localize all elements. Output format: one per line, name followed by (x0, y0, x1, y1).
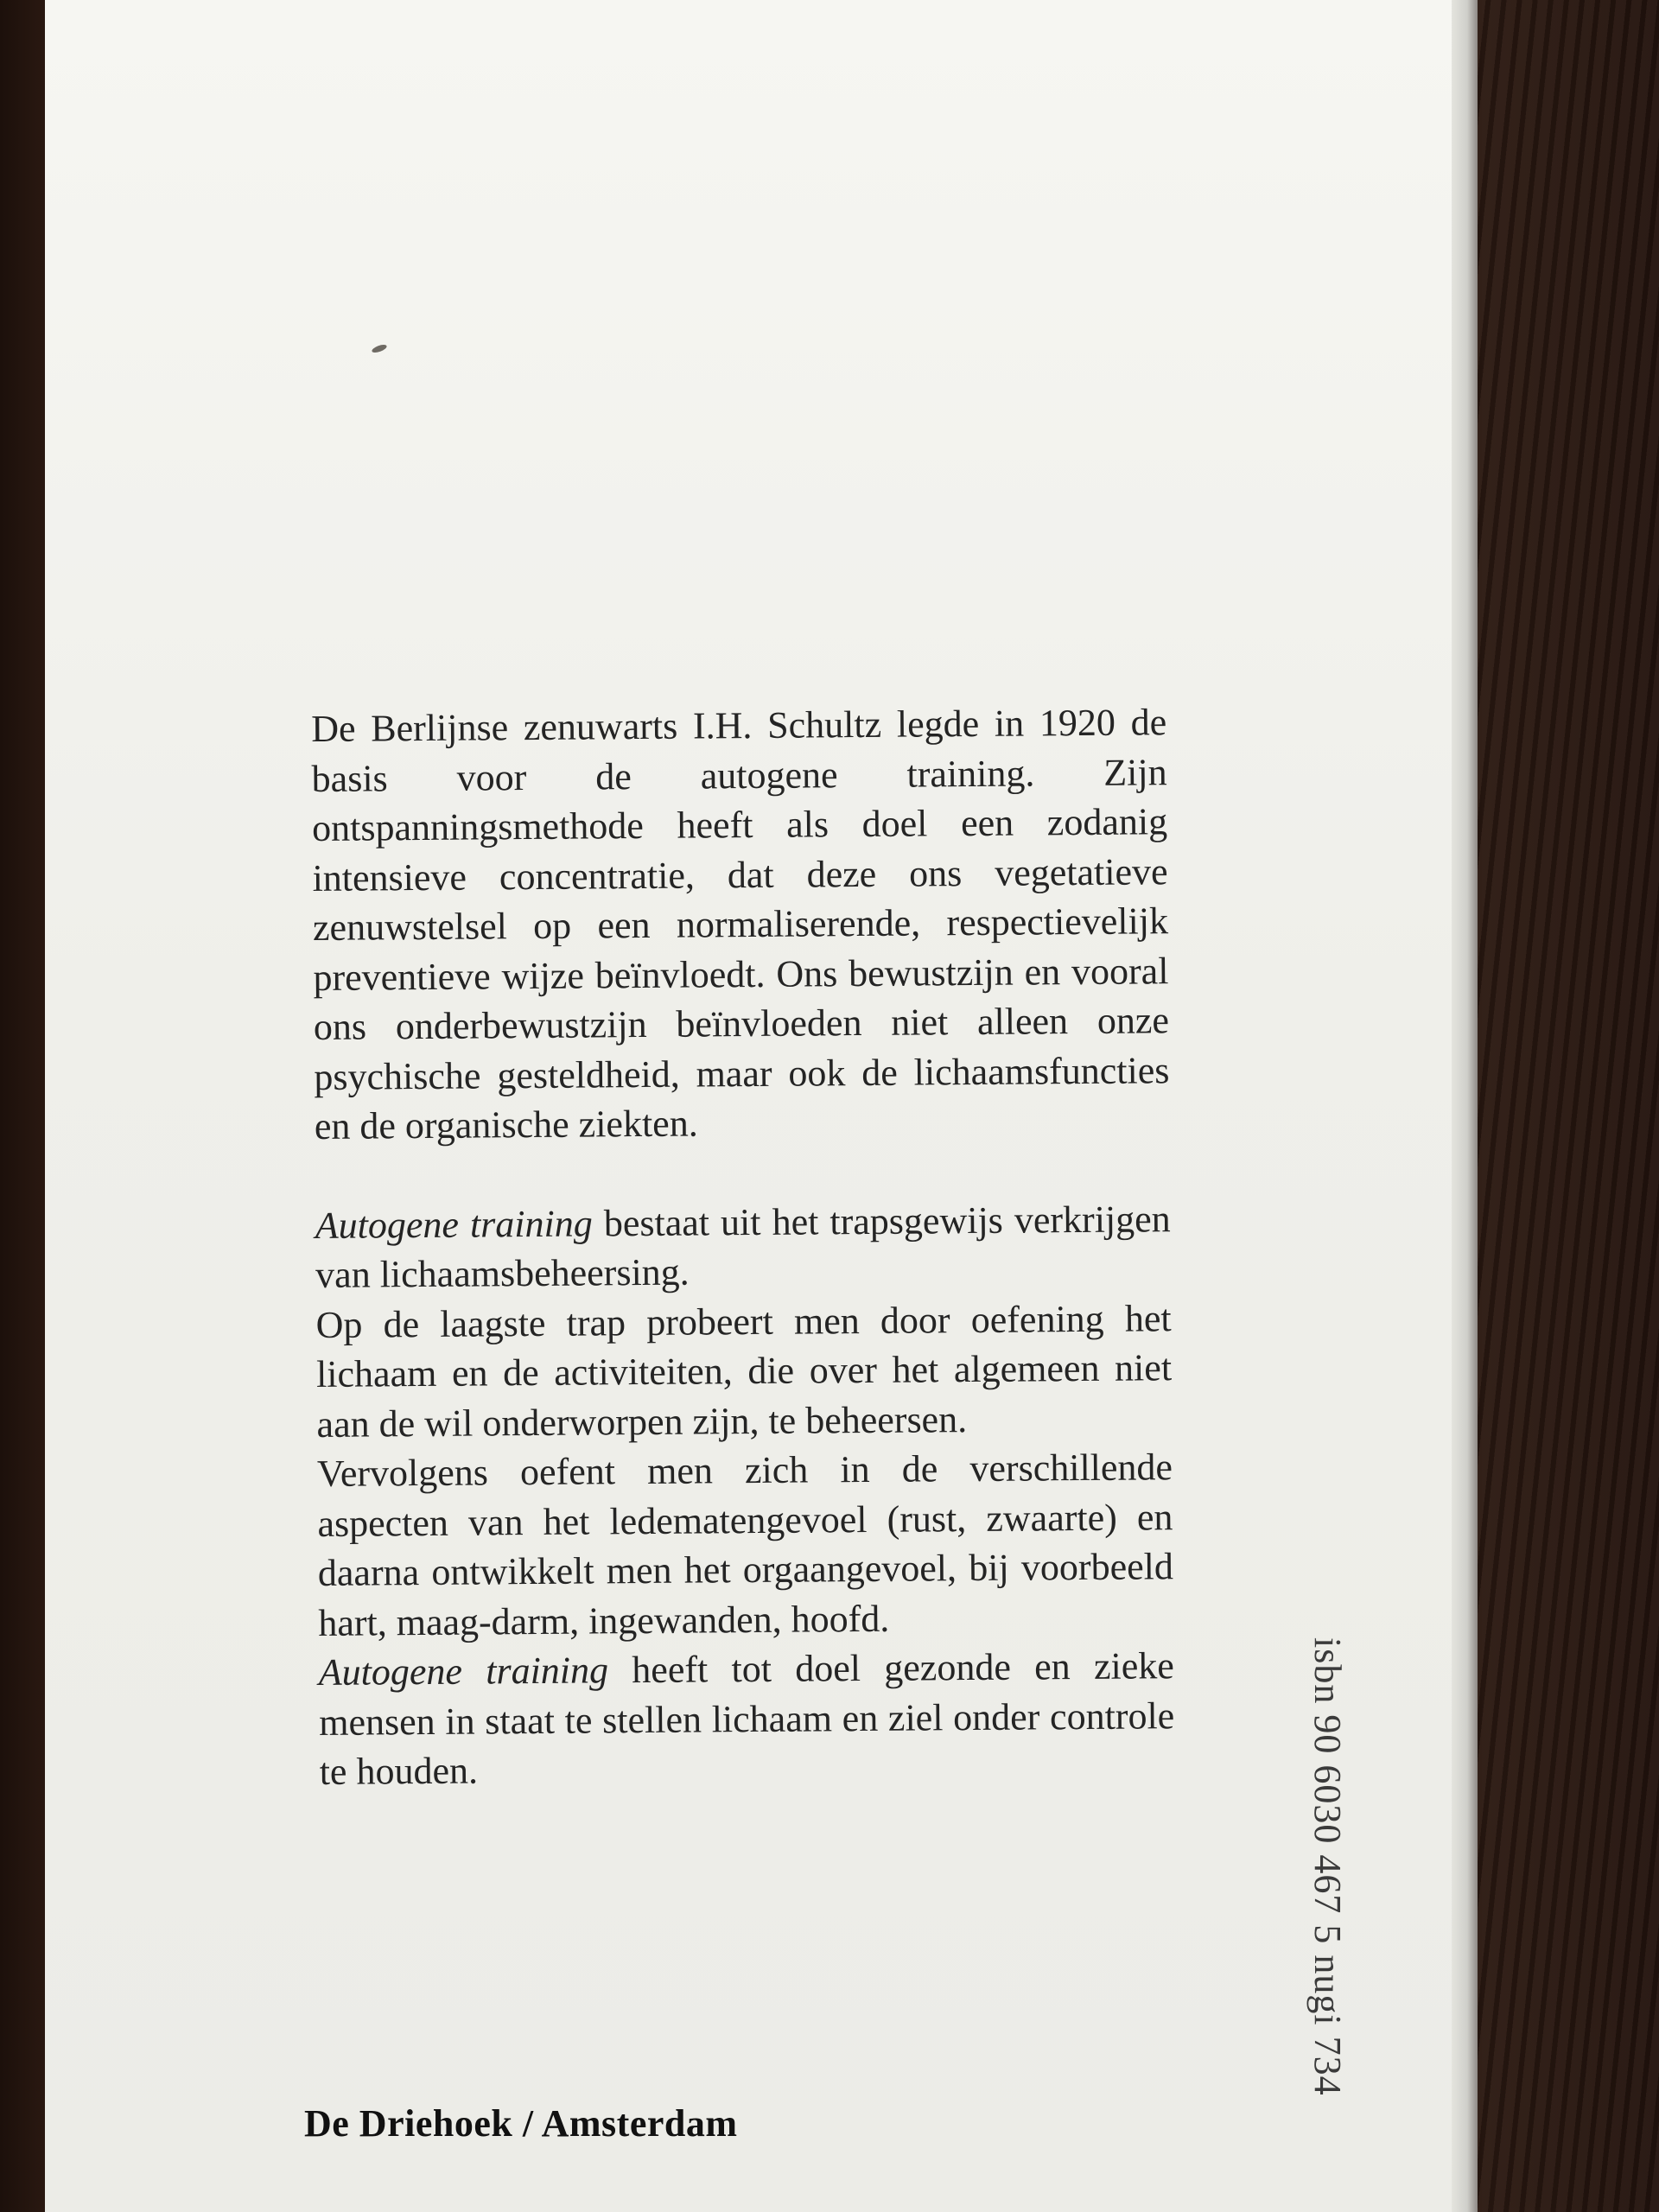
paragraph-gap (315, 1145, 1170, 1201)
italic-title: Autogene training (318, 1649, 609, 1694)
blurb-paragraph-2 (315, 1194, 1172, 1300)
book-page-edge (1452, 0, 1478, 2212)
blurb-paragraph-4: Vervolgens oefent men zich in de verschillende aspecten van het ledematengevoel (rust, zwaarte) en daarna ontwikkelt men het orgaangevoel, bij voorbeeld hart, maag-darm, ingewanden, hoofd. (316, 1446, 1174, 1644)
cover-speck (371, 343, 387, 354)
blurb-paragraph-1: De Berlijnse zenuwarts I.H. Schultz legde in 1920 de basis voor de autogene training. Zijn ontspanningsmethode heeft als doel een zodanig intensieve concentratie, dat deze ons vegetatieve zenuwstelsel op een normaliserende, respectievelijk preventieve wijze beïnvloedt. Ons bewustzijn en vooral ons onderbewustzijn beïnvloeden niet alleen onze psychische gesteldheid, maar ook de lichaamsfuncties en de organische ziekten. (311, 701, 1170, 1147)
blurb-paragraph-3: Op de laagste trap probeert men door oefening het lichaam en de activiteiten, die over het algemeen niet aan de wil onderworpen zijn, te beheersen. (315, 1296, 1173, 1446)
blurb-paragraph-5-text: heeft tot doel gezonde en zieke mensen in staat te stellen lichaam en ziel onder controle te houden. (319, 1644, 1175, 1793)
italic-title: Autogene training (315, 1201, 593, 1247)
blurb-paragraph-2-text: bestaat uit het trapsgewijs verkrijgen van lichaamsbeheersing. (315, 1197, 1171, 1296)
blurb-paragraph-5 (319, 1641, 1175, 1796)
publisher-imprint: De Driehoek / Amsterdam (304, 2102, 738, 2145)
isbn-number: isbn 90 6030 467 5 nugi 734 (1306, 1637, 1349, 2096)
back-cover-blurb (311, 697, 1175, 1796)
